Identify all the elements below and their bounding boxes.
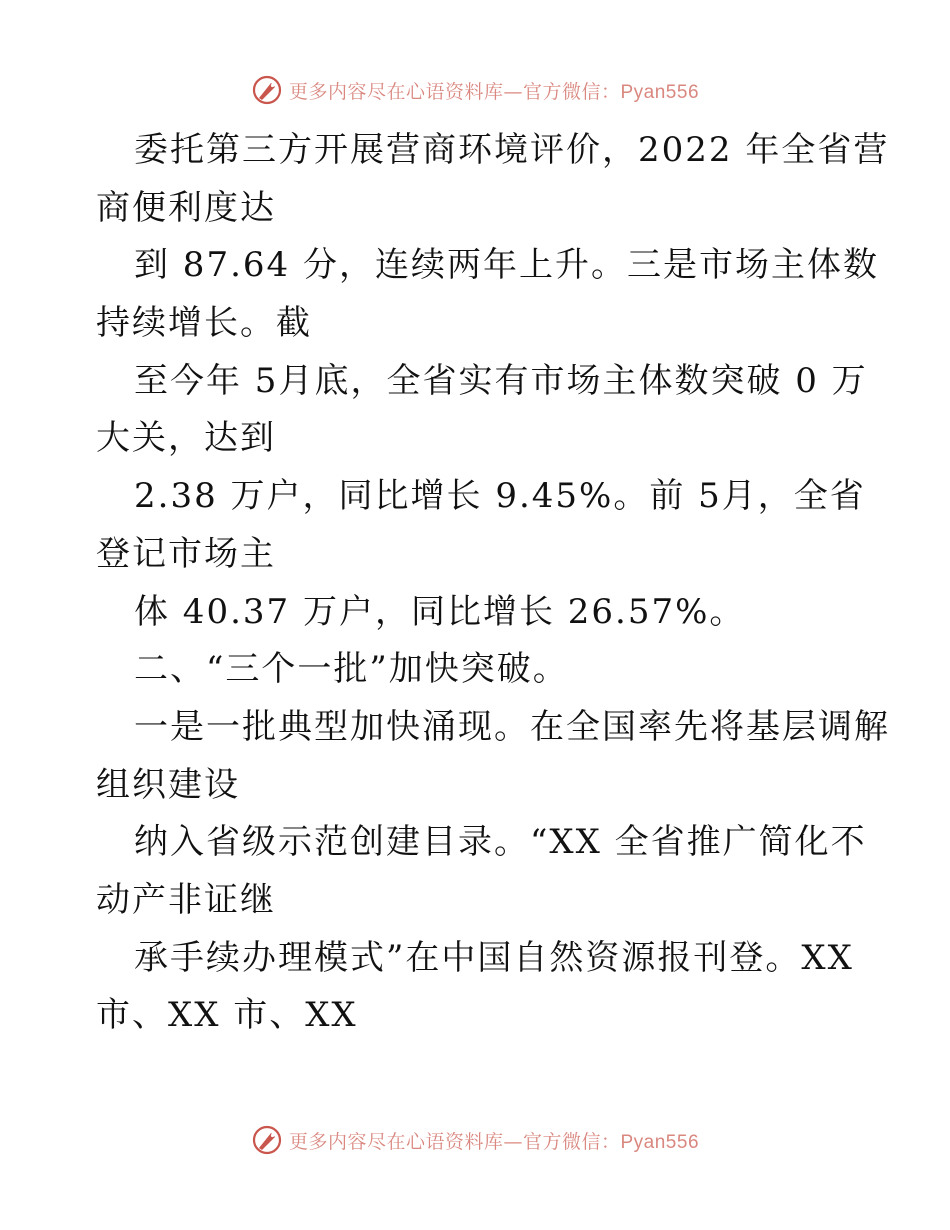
text-line: 至今年 5月底，全省实有市场主体数突破 0 万 — [134, 360, 868, 401]
text-line: 体 40.37 万户，同比增长 26.57%。 — [134, 591, 746, 632]
text-line: 登记市场主 — [96, 533, 276, 574]
section-heading: 二、“三个一批”加快突破。 — [134, 649, 569, 690]
text-line: 委托第三方开展营商环境评价，2022 年全省营 — [134, 130, 890, 170]
watermark-text: 更多内容尽在心语资料库—官方微信：Pyan556 — [288, 80, 700, 103]
text-line: 到 87.64 分，连续两年上升。三是市场主体数 — [134, 245, 879, 286]
text-line: 动产非证继 — [96, 879, 276, 920]
text-line: 组织建设 — [96, 764, 240, 805]
header-watermark — [0, 70, 950, 110]
text-line: 纳入省级示范创建目录。“XX 全省推广简化不 — [134, 822, 867, 863]
document-body — [96, 122, 890, 1045]
pen-nib-logo-icon — [251, 1124, 283, 1156]
pen-nib-logo-icon — [251, 74, 283, 106]
text-line: 持续增长。截 — [96, 303, 312, 344]
text-line: 一是一批典型加快涌现。在全国率先将基层调解 — [134, 706, 890, 747]
text-line: 承手续办理模式”在中国自然资源报刊登。XX — [134, 937, 854, 978]
footer-watermark — [0, 1120, 950, 1160]
text-line: 大关，达到 — [96, 418, 276, 459]
text-line: 商便利度达 — [96, 187, 276, 228]
watermark-text: 更多内容尽在心语资料库—官方微信：Pyan556 — [288, 1130, 700, 1153]
text-line: 市、XX 市、XX — [96, 995, 358, 1036]
text-line: 2.38 万户，同比增长 9.45%。前 5月，全省 — [134, 476, 866, 517]
